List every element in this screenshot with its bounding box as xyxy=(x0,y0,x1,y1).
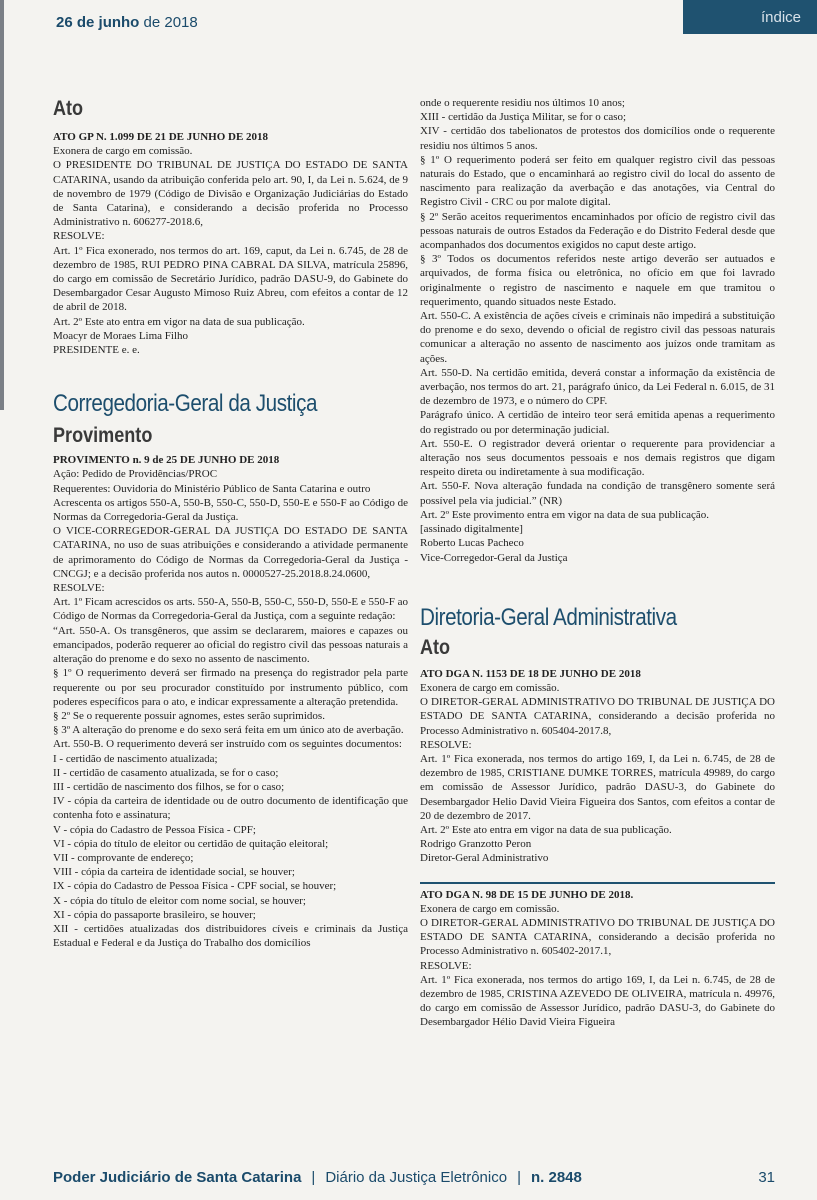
corregedoria-heading: Corregedoria-Geral da Justiça xyxy=(53,390,318,418)
paragraph: § 1º O requerimento poderá ser feito em qualquer registro civil das pessoas naturais do Estado, que o encaminhará ao registro civil do local do assento de nascimento para realização da averbação e das anotações, via Central do Registro Civil - CRC ou por malote digital. xyxy=(420,153,775,209)
paragraph: Art. 1º Fica exonerado, nos termos do art. 169, caput, da Lei n. 6.745, de 28 de dezembro de 1985, RUI PEDRO PINA CABRAL DA SILVA, matrícula 25896, do cargo em comissão de Secretário Jurídico, padrão DASU-9, do Gabinete do Desembargador Cesar Augusto Mimoso Ruiz Abreu, com efeitos a contar de 12 de abril de 2018. xyxy=(53,244,408,314)
paragraph: Requerentes: Ouvidoria do Ministério Público de Santa Catarina e outro xyxy=(53,482,371,495)
paragraph: O VICE-CORREGEDOR-GERAL DA JUSTIÇA DO ESTADO DE SANTA CATARINA, no uso de suas atribuições e considerando a atividade permanente de aprimoramento do Código de Normas da Corregedoria-Geral da Justiça - CNCGJ; e a decisão proferida nos autos n. 0000527-25.2018.8.24.0600, xyxy=(53,525,408,580)
paragraph: onde o requerente residiu nos últimos 10 anos; xyxy=(420,97,625,109)
paragraph: IV - cópia da carteira de identidade ou de outro documento de identificação que contenha foto e assinatura; xyxy=(53,795,408,822)
footer-org: Poder Judiciário de Santa Catarina xyxy=(53,1169,302,1186)
paragraph: VI - cópia do título de eleitor ou certidão de quitação eleitoral; xyxy=(53,837,329,850)
dga2-body xyxy=(420,902,775,1030)
diretoria-heading: Diretoria-Geral Administrativa xyxy=(420,603,677,631)
paragraph: Exonera de cargo em comissão. xyxy=(420,681,560,694)
paragraph: X - cópia do título de eleitor com nome social, se houver; xyxy=(53,894,306,907)
paragraph: Rodrigo Granzotto Peron xyxy=(420,838,532,851)
page-edge xyxy=(0,0,4,410)
paragraph: Diretor-Geral Administrativo xyxy=(420,852,549,865)
paragraph: II - certidão de casamento atualizada, se for o caso; xyxy=(53,766,279,779)
footer-separator: | xyxy=(517,1169,521,1186)
paragraph: Art. 1º Fica exonerada, nos termos do artigo 169, I, da Lei n. 6.745, de 28 de dezembro de 1985, CRISTINA AZEVEDO DE OLIVEIRA, matrícula n. 49976, do cargo em comissão de Assessor Jurídico, padrão DASU-3, do Gabinete do Desembargador Hélio David Vieira Figueira xyxy=(420,973,775,1029)
dga1-body xyxy=(420,681,775,866)
paragraph: RESOLVE: xyxy=(53,582,105,595)
paragraph: PRESIDENTE e. e. xyxy=(53,344,140,357)
paragraph: O PRESIDENTE DO TRIBUNAL DE JUSTIÇA DO ESTADO DE SANTA CATARINA, usando da atribuição conferida pelo art. 90, I, da Lei n. 5.624, de 9 de novembro de 1979 (Código de Divisão e Organização Judiciárias do Estado de Santa Catarina), e considerando a decisão proferida no Processo Administrativo n. 606277-2018.6, xyxy=(53,159,408,229)
paragraph: § 2º Se o requerente possuir agnomes, estes serão suprimidos. xyxy=(53,709,325,722)
provimento-title xyxy=(53,453,408,467)
dga1-title: ATO DGA N. 1153 DE 18 DE JUNHO DE 2018 xyxy=(420,667,641,680)
paragraph: Moacyr de Moraes Lima Filho xyxy=(53,329,189,342)
paragraph: Roberto Lucas Pacheco xyxy=(420,537,524,550)
paragraph: Art. 2º Este ato entra em vigor na data de sua publicação. xyxy=(420,823,672,836)
paragraph: Art. 1º Fica exonerada, nos termos do artigo 169, I, da Lei n. 6.745, de 28 de dezembro de 1985, CRISTIANE DUMKE TORRES, matrícula 49989, do cargo em comissão de Assessor Jurídico, padrão DASU-3, do Gabinete do Desembargador Helio David Vieira Figueira dos Santos, com efeitos a contar de 20 de dezembro de 2017. xyxy=(420,752,775,822)
footer xyxy=(53,1169,773,1186)
paragraph: RESOLVE: xyxy=(53,230,105,243)
provimento-title-bold: PROVIMENTO xyxy=(53,454,130,467)
paragraph: Art. 2º Este provimento entra em vigor na data de sua publicação. xyxy=(420,508,710,521)
section-rule xyxy=(420,882,775,884)
paragraph: III - certidão de nascimento dos filhos, se for o caso; xyxy=(53,780,285,793)
paragraph: § 1º O requerimento deverá ser firmado na presença do registrador pela parte requerente ou por seu procurador constituído por instrumento público, com poderes específicos para o ato, e indicar expressamente a alteração pretendida. xyxy=(53,667,408,708)
paragraph: RESOLVE: xyxy=(420,738,472,751)
header-date xyxy=(56,14,198,31)
paragraph: O DIRETOR-GERAL ADMINISTRATIVO DO TRIBUNAL DE JUSTIÇA DO ESTADO DE SANTA CATARINA, considerando a decisão proferida no Processo Administrativo n. 605402-2017.1, xyxy=(420,916,775,958)
index-tab[interactable] xyxy=(683,0,817,34)
ato-gp-title: ATO GP N. 1.099 DE 21 DE JUNHO DE 2018 xyxy=(53,131,269,143)
paragraph: Exonera de cargo em comissão. xyxy=(420,902,560,915)
paragraph: § 3º Todos os documentos referidos neste artigo deverão ser autuados e arquivados, de forma física ou eletrônica, no ofício em que foi lavrado originalmente o registro de nascimento e naquele em que tramitou o requerimento, quando situados neste Estado. xyxy=(420,253,775,308)
paragraph: VII - comprovante de endereço; xyxy=(53,851,194,864)
paragraph: Acrescenta os artigos 550-A, 550-B, 550-C, 550-D, 550-E e 550-F ao Código de Normas da Corregedoria-Geral da Justiça. xyxy=(53,496,408,524)
paragraph: Art. 550-C. A existência de ações cíveis e criminais não impedirá a substituição do prenome e do sexo, devendo o oficial de registro civil das pessoas naturais comunicar a alteração no assento de nascimento aos juízos onde tramitam as ações. xyxy=(420,310,775,365)
paragraph: “Art. 550-A. Os transgêneros, que assim se declararem, maiores e capazes ou emancipados, poderão requerer ao oficial do registro civil das pessoas naturais a alteração do prenome e do sexo no assento de nascimento. xyxy=(53,624,408,666)
paragraph: Vice-Corregedor-Geral da Justiça xyxy=(420,551,568,564)
footer-publication: Diário da Justiça Eletrônico xyxy=(325,1169,508,1186)
paragraph: [assinado digitalmente] xyxy=(420,523,523,536)
paragraph: O DIRETOR-GERAL ADMINISTRATIVO DO TRIBUNAL DE JUSTIÇA DO ESTADO DE SANTA CATARINA, considerando a decisão proferida no Processo Administrativo n. 605404-2017.8, xyxy=(420,696,775,737)
header-date-bold: 26 de junho xyxy=(56,14,140,31)
paragraph: Art. 550-F. Nova alteração fundada na condição de transgênero somente será possível pela via judicial.” (NR) xyxy=(420,480,775,507)
paragraph: § 2º Serão aceitos requerimentos encaminhados por ofício de registro civil das pessoas naturais de outros Estados da Federação e do Distrito Federal desde que acompanhados dos documentos exigidos no caput deste artigo. xyxy=(420,210,775,252)
ato-gp-body xyxy=(53,144,408,357)
paragraph: Art. 2º Este ato entra em vigor na data de sua publicação. xyxy=(53,315,305,328)
paragraph: § 3º A alteração do prenome e do sexo será feita em um único ato de averbação. xyxy=(53,724,404,737)
paragraph: RESOLVE: xyxy=(420,959,472,972)
paragraph: Art. 550-E. O registrador deverá orientar o requerente para providenciar a alteração nos seus documentos pessoais e nos demais registros que digam respeito direta ou indiretamente à sua modificação. xyxy=(420,437,775,479)
provimento-body xyxy=(53,467,408,950)
paragraph: Art. 550-B. O requerimento deverá ser instruído com os seguintes documentos: xyxy=(53,738,402,751)
header-date-rest: de 2018 xyxy=(139,14,198,31)
page-number: 31 xyxy=(758,1169,775,1186)
paragraph: IX - cópia do Cadastro de Pessoa Física - CPF social, se houver; xyxy=(53,880,337,893)
paragraph: XIV - certidão dos tabelionatos de protestos dos domicílios onde o requerente residiu nos últimos 5 anos. xyxy=(420,125,775,152)
provimento-heading: Provimento xyxy=(53,424,153,448)
paragraph: XII - certidões atualizadas dos distribuidores cíveis e criminais da Justiça Estadual e Federal e da Justiça do Trabalho dos domicílios xyxy=(53,922,408,950)
paragraph: V - cópia do Cadastro de Pessoa Física - CPF; xyxy=(53,823,256,836)
dga-ato-heading: Ato xyxy=(420,635,451,659)
paragraph: Parágrafo único. A certidão de inteiro teor será emitida apenas a requerimento do registrado ou por determinação judicial. xyxy=(420,409,775,436)
paragraph: VIII - cópia da carteira de identidade social, se houver; xyxy=(53,866,295,879)
left-column xyxy=(53,96,408,950)
footer-separator: | xyxy=(311,1169,316,1186)
paragraph: Exonera de cargo em comissão. xyxy=(53,145,193,158)
paragraph: Ação: Pedido de Providências/PROC xyxy=(53,468,218,481)
right-column xyxy=(420,96,775,1030)
paragraph: XIII - certidão da Justiça Militar, se for o caso; xyxy=(420,111,627,124)
dga2-title: ATO DGA N. 98 DE 15 DE JUNHO DE 2018. xyxy=(420,888,634,901)
footer-number: n. 2848 xyxy=(531,1169,582,1186)
paragraph: I - certidão de nascimento atualizada; xyxy=(53,752,218,765)
paragraph: XI - cópia do passaporte brasileiro, se houver; xyxy=(53,908,256,921)
ato-heading: Ato xyxy=(53,97,84,120)
index-label[interactable]: índice xyxy=(760,8,801,26)
provimento-title-rest: n. 9 de 25 DE JUNHO DE 2018 xyxy=(129,454,280,467)
provimento-continuation xyxy=(420,96,775,565)
paragraph: Art. 1º Ficam acrescidos os arts. 550-A, 550-B, 550-C, 550-D, 550-E e 550-F ao Código de Normas da Corregedoria-Geral da Justiça, com a seguinte redação: xyxy=(53,596,408,623)
paragraph: Art. 550-D. Na certidão emitida, deverá constar a informação da existência de averbação, nos termos do art. 21, parágrafo único, da Lei Federal n. 6.015, de 31 de dezembro de 1973, e o número do CPF. xyxy=(420,366,775,408)
